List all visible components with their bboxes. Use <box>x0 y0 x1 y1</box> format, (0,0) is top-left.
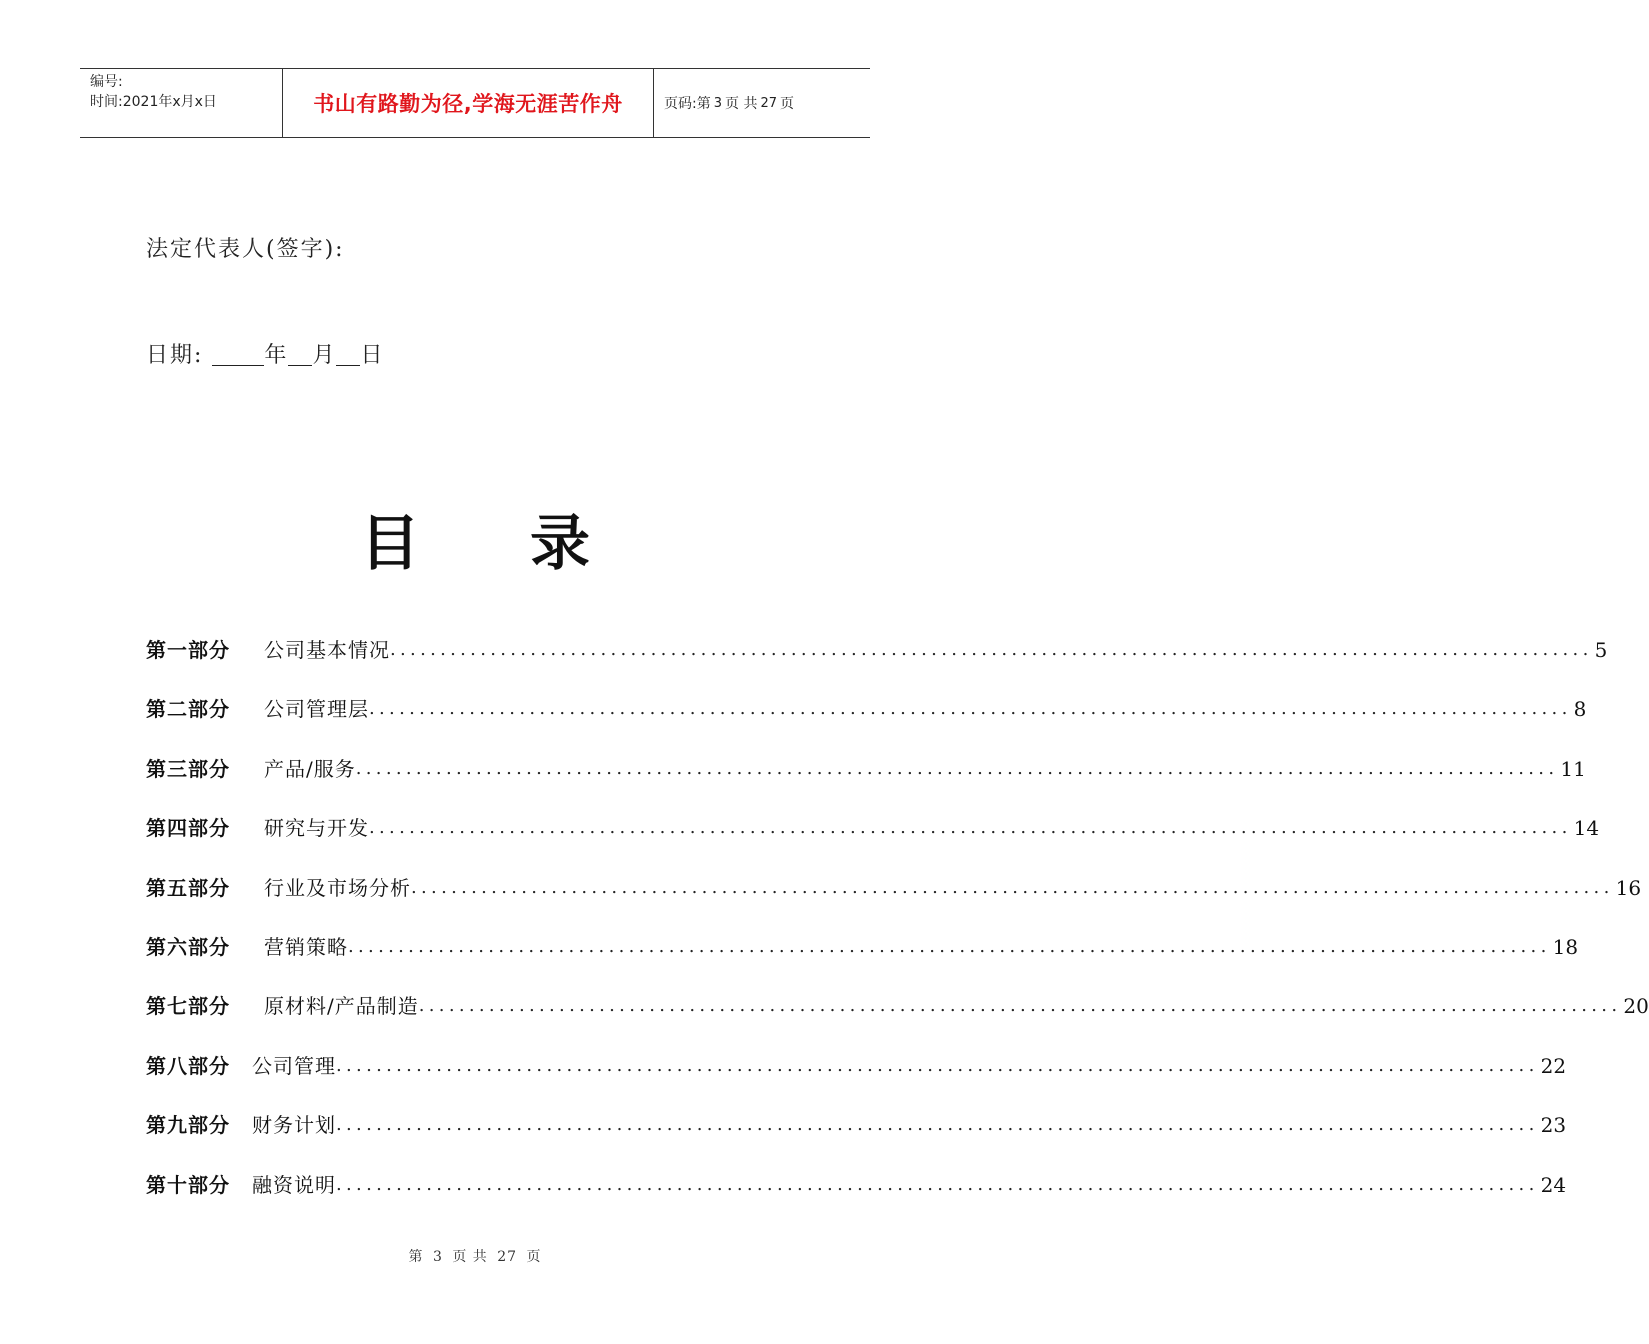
toc-entry-leader-dots: ........................................................................................................................ <box>369 817 1572 839</box>
toc-entry[interactable] <box>146 692 1587 751</box>
year-blank <box>212 343 264 366</box>
toc-entry-title: 研究与开发 <box>264 816 369 841</box>
toc-entry[interactable] <box>146 633 1608 692</box>
legal-representative-signature: 法定代表人(签字): <box>146 237 345 262</box>
month-label: 月 <box>312 343 337 368</box>
toc-entry-part: 第九部分 <box>146 1113 230 1138</box>
toc-entry-leader-dots: ........................................................................................................................ <box>369 698 1572 720</box>
header-page-current: 3 <box>713 95 722 111</box>
toc-entry-title: 营销策略 <box>264 934 348 959</box>
toc-entry-page-number: 24 <box>1540 1172 1567 1197</box>
toc-entry-part: 第六部分 <box>146 934 230 959</box>
toc-entry-part: 第八部分 <box>146 1053 230 1078</box>
page-header <box>80 68 870 138</box>
toc-entry-page-number: 16 <box>1615 875 1642 900</box>
month-blank <box>288 343 312 366</box>
toc-entry-title: 产品/服务 <box>264 756 356 781</box>
header-meta <box>80 69 282 137</box>
toc-entry-leader-dots: ........................................................................................................................ <box>418 995 1622 1017</box>
toc-entry-page-number: 14 <box>1573 816 1600 841</box>
date-label: 日期: <box>146 343 204 368</box>
toc-entry-title: 财务计划 <box>252 1113 336 1138</box>
footer-prefix: 第 <box>408 1249 424 1265</box>
toc-entry[interactable] <box>146 1108 1567 1167</box>
toc-entry-title: 原材料/产品制造 <box>264 994 419 1019</box>
page-footer <box>0 1246 950 1266</box>
header-page-total: 27 <box>760 95 777 111</box>
toc-entry-leader-dots: ........................................................................................................................ <box>355 757 1559 779</box>
header-page-suffix: 页 <box>780 96 794 112</box>
toc-entry[interactable] <box>146 930 1579 989</box>
footer-suffix: 页 <box>526 1249 542 1265</box>
toc-entry-leader-dots: ........................................................................................................................ <box>411 876 1614 898</box>
toc-entry[interactable] <box>146 752 1586 811</box>
toc-entry-title: 公司基本情况 <box>264 638 390 662</box>
header-page-info <box>654 69 870 137</box>
toc-entry[interactable] <box>146 1168 1567 1227</box>
toc-entry-page-number: 23 <box>1540 1113 1567 1138</box>
toc-entry-page-number: 8 <box>1573 697 1587 722</box>
toc-entry-title: 融资说明 <box>252 1172 336 1197</box>
document-number-label: 编号: <box>90 74 123 90</box>
toc-entry-part: 第十部分 <box>146 1172 230 1197</box>
toc-title: 目录 <box>360 509 700 579</box>
toc-entry-leader-dots: ........................................................................................................................ <box>390 639 1593 660</box>
toc-entry-page-number: 11 <box>1560 756 1586 781</box>
toc-entry-part: 第七部分 <box>146 994 230 1019</box>
toc-entry[interactable] <box>146 1049 1567 1108</box>
footer-middle: 页 共 <box>452 1249 488 1265</box>
footer-page-total: 27 <box>497 1249 518 1265</box>
toc-entry-part: 第三部分 <box>146 756 230 781</box>
toc-entry-title: 公司管理层 <box>264 697 369 722</box>
toc-entry[interactable] <box>146 989 1649 1048</box>
day-label: 日 <box>360 343 385 368</box>
toc-entry-part: 第四部分 <box>146 816 230 841</box>
toc-entry-leader-dots: ........................................................................................................................ <box>336 1173 1539 1195</box>
signature-date <box>146 338 384 369</box>
toc-entry-leader-dots: ........................................................................................................................ <box>336 1054 1539 1076</box>
footer-page-current: 3 <box>432 1249 443 1265</box>
toc-entry[interactable] <box>146 811 1600 870</box>
toc-entry-part: 第一部分 <box>146 638 230 662</box>
toc-entry-part: 第五部分 <box>146 875 230 900</box>
header-motto: 书山有路勤为径,学海无涯苦作舟 <box>282 69 654 137</box>
header-page-middle: 页 共 <box>725 96 758 112</box>
document-time-label: 时间:2021年x月x日 <box>90 94 217 110</box>
toc-entry-title: 行业及市场分析 <box>264 875 411 900</box>
header-page-prefix: 页码:第 <box>664 96 711 112</box>
day-blank <box>336 343 360 366</box>
toc-entry-page-number: 5 <box>1594 638 1608 662</box>
table-of-contents <box>146 633 1649 1227</box>
toc-entry-page-number: 20 <box>1623 994 1649 1019</box>
toc-entry-page-number: 22 <box>1540 1053 1567 1078</box>
toc-entry-leader-dots: ........................................................................................................................ <box>336 1114 1539 1136</box>
toc-entry-page-number: 18 <box>1552 934 1579 959</box>
year-label: 年 <box>264 343 289 368</box>
toc-entry-leader-dots: ........................................................................................................................ <box>348 935 1551 957</box>
toc-entry-part: 第二部分 <box>146 697 230 722</box>
toc-entry-title: 公司管理 <box>252 1053 336 1078</box>
toc-entry[interactable] <box>146 871 1642 930</box>
